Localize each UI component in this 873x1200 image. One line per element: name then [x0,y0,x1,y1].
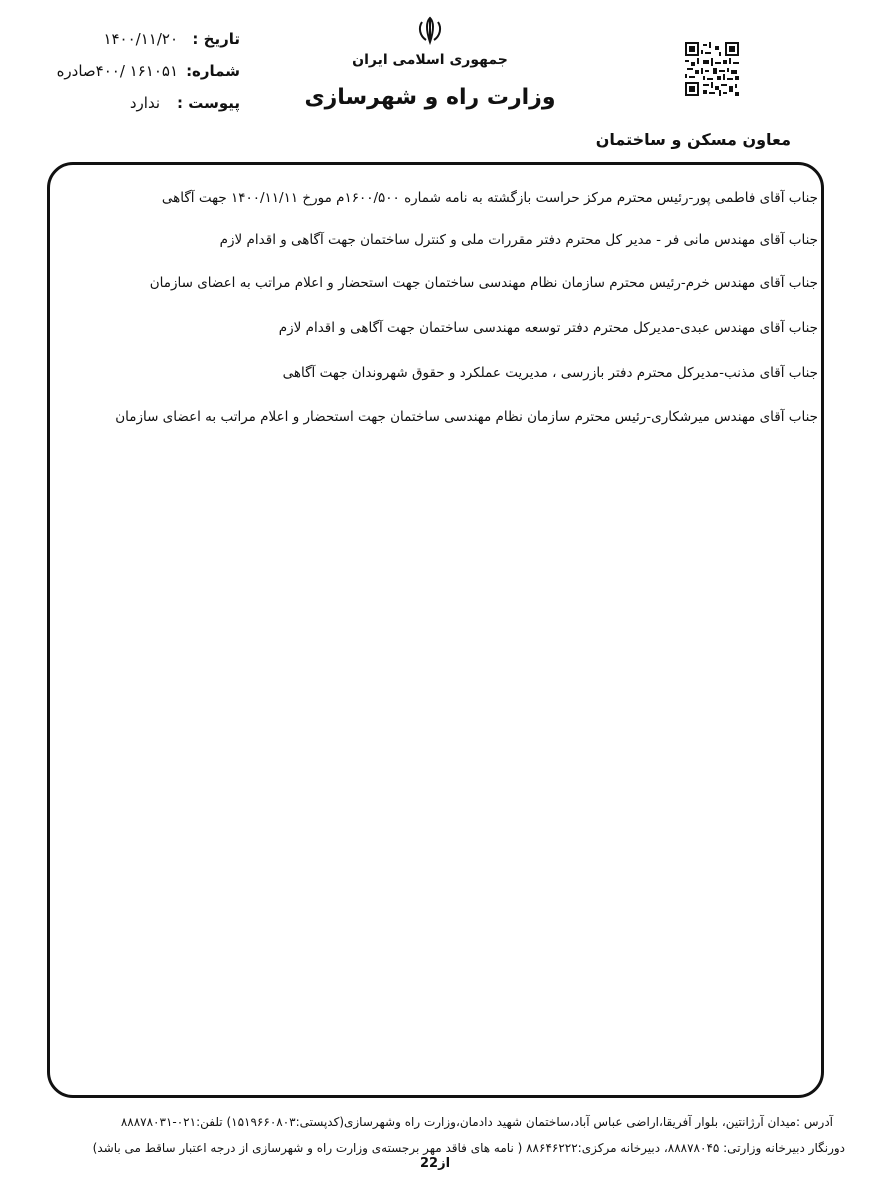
recipient-line: جناب آقای فاطمی پور-رئیس محترم مرکز حراست بازگشته به نامه شماره ۱۶۰۰/۵۰۰م مورخ ۱۴۰۰/۱۱/۱۱ جهت آگاهی [161,190,818,206]
attachment-value: ندارد [129,94,160,112]
qr-code-icon [685,42,739,96]
attachment-label: پیوست : [176,94,240,112]
number-value: ۱۶۱۰۵۱ /۴۰۰صادره [56,62,178,80]
date-value: ۱۴۰۰/۱۱/۲۰ [103,30,178,48]
date-label: تاریخ : [192,30,240,48]
attachment-row [40,94,240,118]
page-number: 2از2 [420,1156,451,1171]
footer-address: آدرس :میدان آرژانتین، بلوار آفریقا،اراضی عباس آباد،ساختمان شهید دادمان،وزارت راه وشهرسازی(کدپستی:۱۵۱۹۶۶۰۸۰۳) تلفن:۰۲۱-۸۸۸۷۸۰۳۱ [120,1115,833,1129]
number-label: شماره: [186,62,240,80]
footer-secretariat: دورنگار دبیرخانه وزارتی: ۸۸۸۷۸۰۴۵، دبیرخانه مرکزی:۸۸۶۴۶۲۲۲ ( نامه های فاقد مهر برجسته‌ی وزارت راه و شهرسازی از درجه اعتبار ساقط می باشد) [92,1141,845,1155]
letter-frame [47,162,824,1098]
ministry-title: وزارت راه و شهرسازی [304,85,556,110]
date-row [40,30,240,54]
republic-title: جمهوری اسلامی ایران [352,52,508,68]
recipient-line: جناب آقای مهندس عبدی-مدیرکل محترم دفتر توسعه مهندسی ساختمان جهت آگاهی و اقدام لازم [278,320,818,336]
deputy-title: معاون مسکن و ساختمان [595,130,791,149]
recipient-line: جناب آقای مهندس خرم-رئیس محترم سازمان نظام مهندسی ساختمان جهت استحضار و اعلام مراتب به اعضای سازمان [149,275,818,291]
recipient-line: جناب آقای مهندس میرشکاری-رئیس محترم سازمان نظام مهندسی ساختمان جهت استحضار و اعلام مراتب به اعضای سازمان [115,409,818,425]
iran-emblem-icon [414,14,446,46]
recipient-line: جناب آقای مذنب-مدیرکل محترم دفتر بازرسی ، مدیریت عملکرد و حقوق شهروندان جهت آگاهی [282,365,818,381]
number-row [40,62,240,86]
recipient-line: جناب آقای مهندس مانی فر - مدیر کل محترم دفتر مقررات ملی و کنترل ساختمان جهت آگاهی و اقدام لازم [219,232,818,248]
